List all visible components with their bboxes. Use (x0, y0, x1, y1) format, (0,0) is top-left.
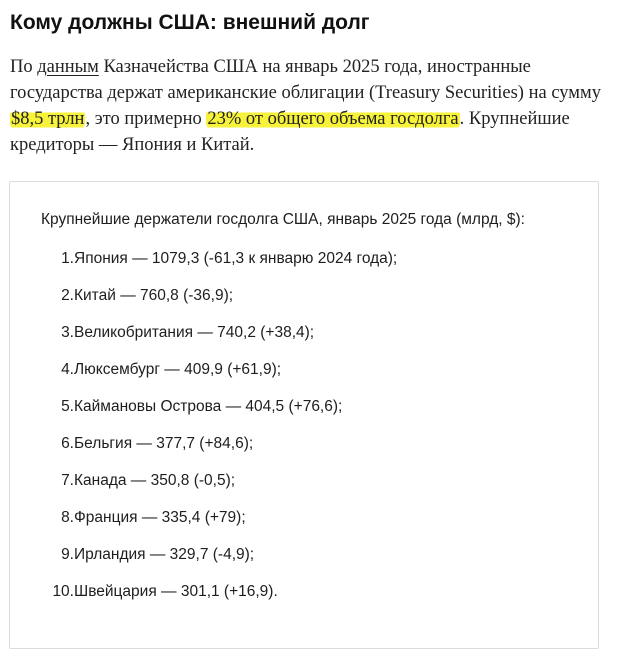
list-item (10, 248, 570, 285)
intro-text-4: . Крупнейшие кредиторы — Япония и Китай. (10, 109, 570, 155)
list-item (10, 359, 570, 396)
list-item-text: Великобритания — 740,2 (+38,4); (74, 324, 315, 341)
list-item-text: Ирландия — 329,7 (-4,9); (74, 546, 255, 563)
list-item-text: Канада — 350,8 (-0,5); (74, 472, 236, 489)
intro-text-1: По (10, 57, 38, 77)
list-item-number: 3. (61, 324, 74, 341)
list-item (10, 396, 570, 433)
list-item (10, 322, 570, 359)
holders-card (9, 181, 599, 649)
intro-paragraph (10, 54, 616, 158)
list-item-number: 10. (52, 583, 74, 600)
intro-text-3: , это примерно (85, 109, 207, 129)
list-item-text: Китай — 760,8 (-36,9); (74, 287, 234, 304)
holders-list (10, 248, 570, 618)
card-title: Крупнейшие держатели госдолга США, январь 2025 года (млрд, $): (41, 211, 525, 228)
list-item (10, 433, 570, 470)
list-item-number: 6. (61, 435, 74, 452)
list-item-number: 8. (61, 509, 74, 526)
list-item-text: Каймановы Острова — 404,5 (+76,6); (74, 398, 343, 415)
list-item-text: Бельгия — 377,7 (+84,6); (74, 435, 254, 452)
list-item (10, 285, 570, 322)
list-item-number: 1. (61, 250, 74, 267)
list-item-number: 9. (61, 546, 74, 563)
list-item-text: Швейцария — 301,1 (+16,9). (74, 583, 278, 600)
source-link[interactable]: данным (37, 57, 99, 77)
list-item-number: 4. (61, 361, 74, 378)
intro-text-2: Казначейства США на январь 2025 года, иностранные государства держат американские облигации (Treasury Securities) на сумму (10, 57, 601, 103)
list-item (10, 470, 570, 507)
list-item-text: Люксембург — 409,9 (+61,9); (74, 361, 282, 378)
list-item-number: 2. (61, 287, 74, 304)
list-item-number: 7. (61, 472, 74, 489)
list-item-text: Франция — 335,4 (+79); (74, 509, 246, 526)
article-heading: Кому должны США: внешний долг (10, 11, 370, 34)
list-item (10, 581, 570, 618)
list-item (10, 507, 570, 544)
list-item-text: Япония — 1079,3 (-61,3 к январю 2024 года); (74, 250, 398, 267)
list-item-number: 5. (61, 398, 74, 415)
highlight-share-of-debt: 23% от общего объема госдолга (207, 109, 459, 129)
list-item (10, 544, 570, 581)
highlight-total-amount: $8,5 трлн (11, 109, 85, 129)
